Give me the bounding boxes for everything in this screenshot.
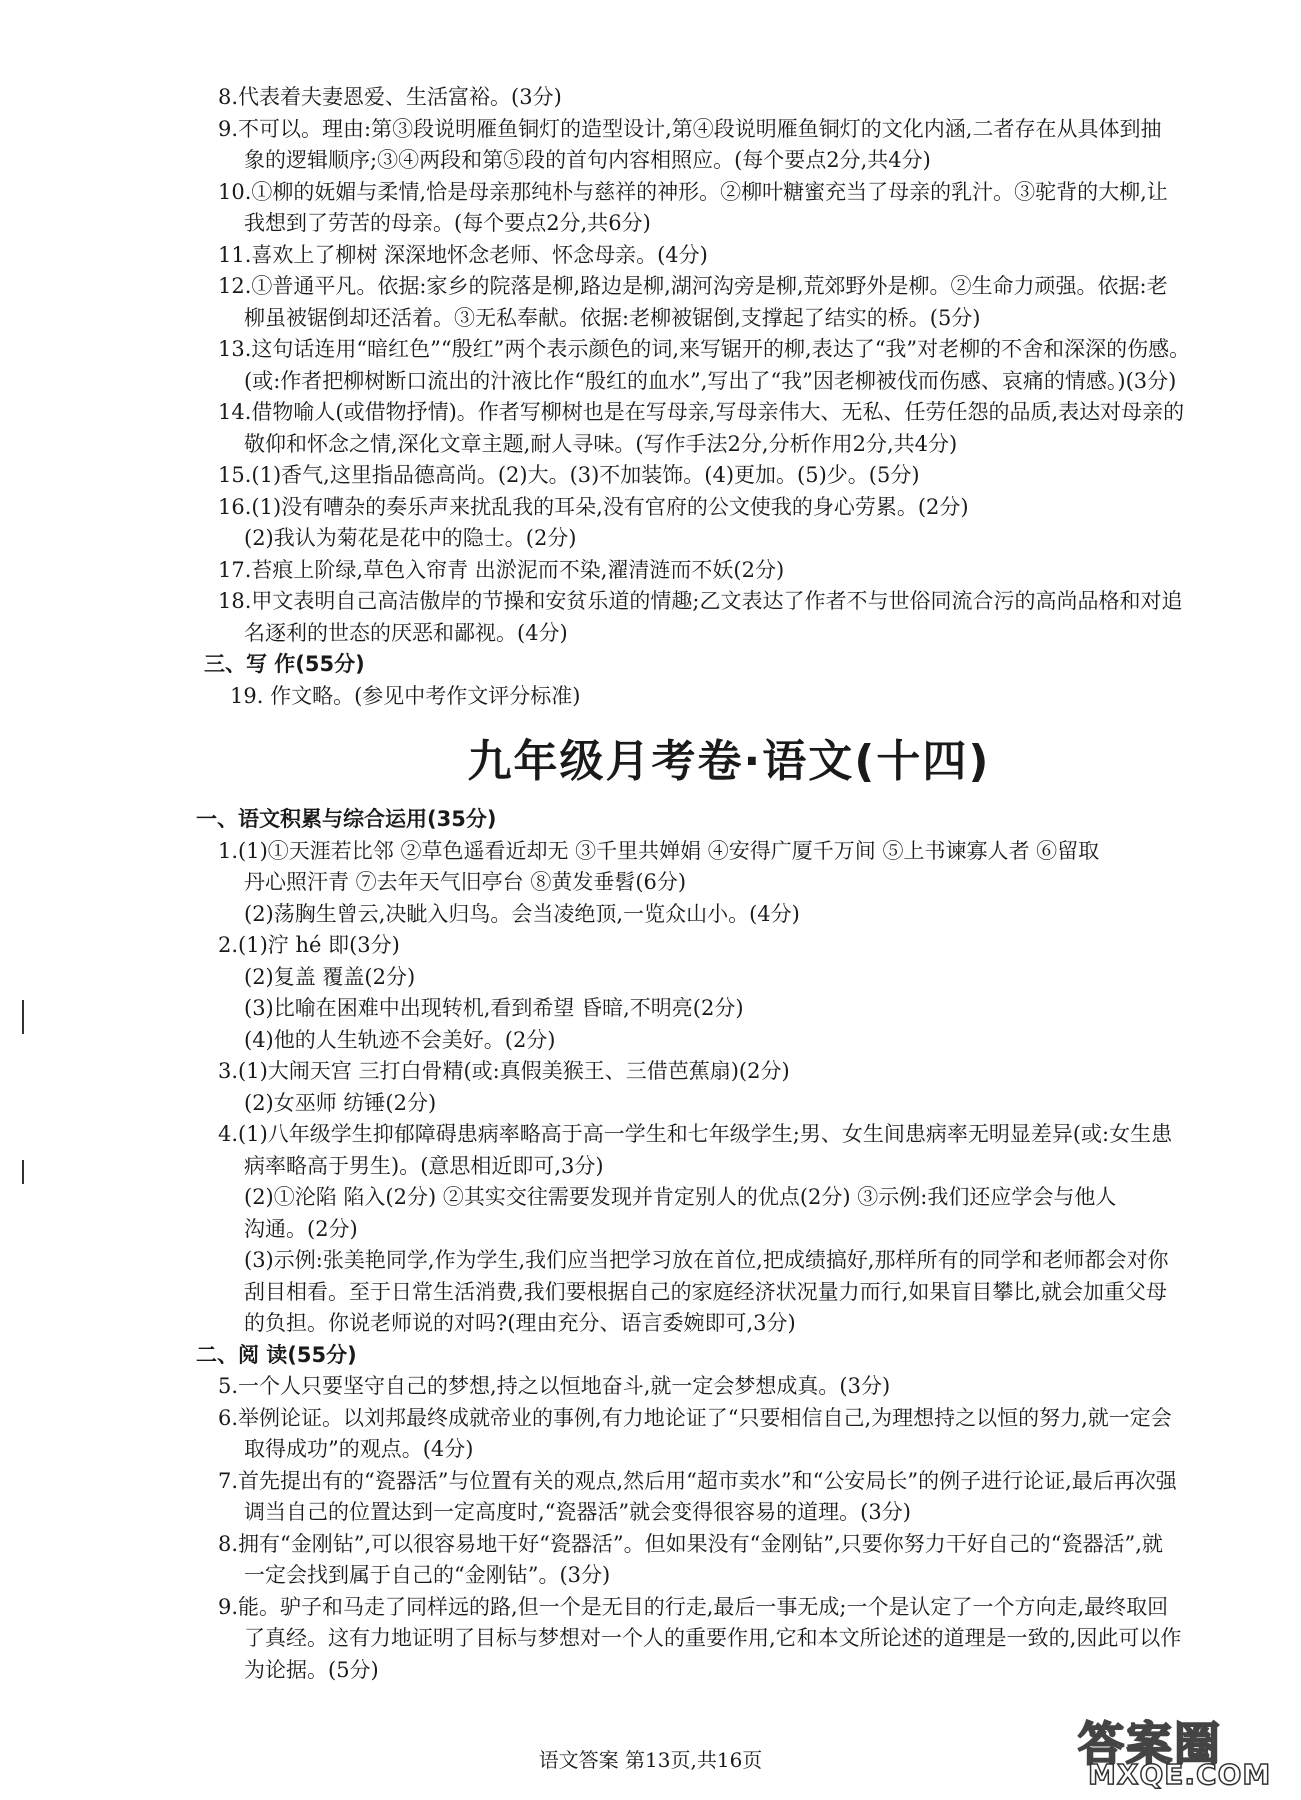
section3-heading: 三、写 作(55分) — [204, 652, 365, 676]
part1-answers — [218, 82, 1240, 649]
watermark-logo — [1078, 1708, 1288, 1794]
answer-item: 8.拥有“金刚钻”,可以很容易地干好“瓷器活”。但如果没有“金刚钻”,只要你努力干好自己的“瓷器活”,就 — [218, 1531, 1163, 1556]
margin-mark — [22, 1000, 24, 1034]
answer-item-continuation: (或:作者把柳树断口流出的汁液比作“殷红的血水”,写出了“我”因老柳被伐而伤感、哀痛的情感。)(3分) — [244, 368, 1177, 393]
answer-item: 13.这句话连用“暗红色”“殷红”两个表示颜色的词,来写锯开的柳,表达了“我”对老柳的不舍和深深的伤感。 — [218, 337, 1191, 361]
answer-item: 5.一个人只要坚守自己的梦想,持之以恒地奋斗,就一定会梦想成真。(3分) — [218, 1374, 891, 1398]
answer-item-continuation: (2)①沦陷 陷入(2分) ②其实交往需要发现并肯定别人的优点(2分) ③示例:我们还应学会与他人 — [244, 1185, 1117, 1209]
answer-item-continuation: 取得成功”的观点。(4分) — [244, 1437, 474, 1461]
answer-item: 1.(1)①天涯若比邻 ②草色遥看近却无 ③千里共婵娟 ④安得广厦千万间 ⑤上书谏寡人者 ⑥留取 — [218, 838, 1100, 863]
watermark-chars: 答案圈 — [1078, 1717, 1222, 1771]
answer-item: 14.借物喻人(或借物抒情)。作者写柳树也是在写母亲,写母亲伟大、无私、任劳任怨的品质,表达对母亲的 — [218, 400, 1185, 424]
answer-item-continuation: (4)他的人生轨迹不会美好。(2分) — [244, 1027, 556, 1052]
answer-item: 10.①柳的妩媚与柔情,恰是母亲那纯朴与慈祥的神形。②柳叶糖蜜充当了母亲的乳汁。③驼背的大柳,让 — [218, 179, 1168, 204]
answer-item: 9.不可以。理由:第③段说明雁鱼铜灯的造型设计,第④段说明雁鱼铜灯的文化内涵,二者存在从具体到抽 — [218, 116, 1162, 141]
answer-item: 18.甲文表明自己高洁傲岸的节操和安贫乐道的情趣;乙文表达了作者不与世俗同流合污的高尚品格和对追 — [218, 589, 1183, 613]
answer-item-continuation: 名逐利的世态的厌恶和鄙视。(4分) — [244, 620, 568, 645]
answer-item-continuation: (2)荡胸生曾云,决眦入归鸟。会当凌绝顶,一览众山小。(4分) — [244, 901, 800, 926]
answer-item-continuation: 沟通。(2分) — [244, 1216, 358, 1241]
answer-item: 4.(1)八年级学生抑郁障碍患病率略高于高一学生和七年级学生;男、女生间患病率无明显差异(或:女生患 — [218, 1122, 1173, 1146]
answer-item-continuation: 丹心照汗青 ⑦去年天气旧亭台 ⑧黄发垂髫(6分) — [244, 870, 687, 894]
answer-item: 17.苔痕上阶绿,草色入帘青 出淤泥而不染,濯清涟而不妖(2分) — [218, 557, 785, 582]
answer-item: 8.代表着夫妻恩爱、生活富裕。(3分) — [218, 85, 562, 109]
answer-item-continuation: (3)比喻在困难中出现转机,看到希望 昏暗,不明亮(2分) — [244, 996, 744, 1020]
section1-heading: 一、语文积累与综合运用(35分) — [196, 807, 497, 831]
answer-item-continuation: (2)复盖 覆盖(2分) — [244, 964, 416, 989]
answer-item: 9.能。驴子和马走了同样远的路,但一个是无目的行走,最后一事无成;一个是认定了一个方向走,最终取回 — [218, 1594, 1169, 1619]
answer-item-continuation: 病率略高于男生)。(意思相近即可,3分) — [244, 1153, 604, 1178]
answer-item: 2.(1)泞 hé 即(3分) — [218, 933, 400, 957]
page-footer: 语文答案 第13页,共16页 — [538, 1748, 763, 1772]
answer-item-19: 19. 作文略。(参见中考作文评分标准) — [230, 683, 581, 708]
answer-item: 16.(1)没有嘈杂的奏乐声来扰乱我的耳朵,没有官府的公文使我的身心劳累。(2分) — [218, 494, 969, 519]
answer-item: 15.(1)香气,这里指品德高尚。(2)大。(3)不加装饰。(4)更加。(5)少。(5分) — [218, 463, 920, 487]
answer-item-continuation: (3)示例:张美艳同学,作为学生,我们应当把学习放在首位,把成绩搞好,那样所有的同学和老师都会对你 — [244, 1248, 1169, 1272]
answer-item: 3.(1)大闹天宫 三打白骨精(或:真假美猴王、三借芭蕉扇)(2分) — [218, 1059, 790, 1083]
answer-item-continuation: 我想到了劳苦的母亲。(每个要点2分,共6分) — [244, 211, 651, 235]
answer-item-continuation: 的负担。你说老师说的对吗?(理由充分、语言委婉即可,3分) — [244, 1311, 796, 1335]
answer-item: 11.喜欢上了柳树 深深地怀念老师、怀念母亲。(4分) — [218, 242, 708, 267]
answer-item-continuation: 敬仰和怀念之情,深化文章主题,耐人寻味。(写作手法2分,分析作用2分,共4分) — [244, 431, 958, 456]
answer-item-continuation: 调当自己的位置达到一定高度时,“瓷器活”就会变得很容易的道理。(3分) — [244, 1500, 911, 1524]
answer-item: 7.首先提出有的“瓷器活”与位置有关的观点,然后用“超市卖水”和“公安局长”的例子进行论证,最后再次强 — [218, 1468, 1177, 1493]
answer-item-continuation: 一定会找到属于自己的“金刚钻”。(3分) — [244, 1563, 611, 1587]
answer-item-continuation: 了真经。这有力地证明了目标与梦想对一个人的重要作用,它和本文所论述的道理是一致的,因此可以作 — [244, 1626, 1182, 1650]
answer-item-continuation: 象的逻辑顺序;③④两段和第⑤段的首句内容相照应。(每个要点2分,共4分) — [244, 148, 931, 172]
answer-item: 12.①普通平凡。依据:家乡的院落是柳,路边是柳,湖河沟旁是柳,荒郊野外是柳。②生命力顽强。依据:老 — [218, 274, 1168, 298]
answer-item-continuation: 柳虽被锯倒却还活着。③无私奉献。依据:老柳被锯倒,支撑起了结实的桥。(5分) — [244, 305, 981, 330]
margin-mark — [22, 1160, 24, 1184]
section2-heading: 二、阅 读(55分) — [196, 1342, 357, 1367]
answer-item: 6.举例论证。以刘邦最终成就帝业的事例,有力地论证了“只要相信自己,为理想持之以恒的努力,就一定会 — [218, 1405, 1172, 1430]
section1-answers — [218, 836, 1240, 1340]
answer-page — [196, 82, 1240, 1686]
watermark-url: MXQE.COM — [1088, 1758, 1272, 1791]
answer-item-continuation: 为论据。(5分) — [244, 1657, 379, 1682]
answer-item-continuation: 刮目相看。至于日常生活消费,我们要根据自己的家庭经济状况量力而行,如果盲目攀比,就会加重父母 — [244, 1279, 1168, 1304]
section2-answers — [218, 1371, 1240, 1686]
page-title: 九年级月考卷·语文(十四) — [467, 736, 991, 787]
answer-item-continuation: (2)女巫师 纺锤(2分) — [244, 1090, 437, 1115]
answer-item-continuation: (2)我认为菊花是花中的隐士。(2分) — [244, 526, 577, 550]
